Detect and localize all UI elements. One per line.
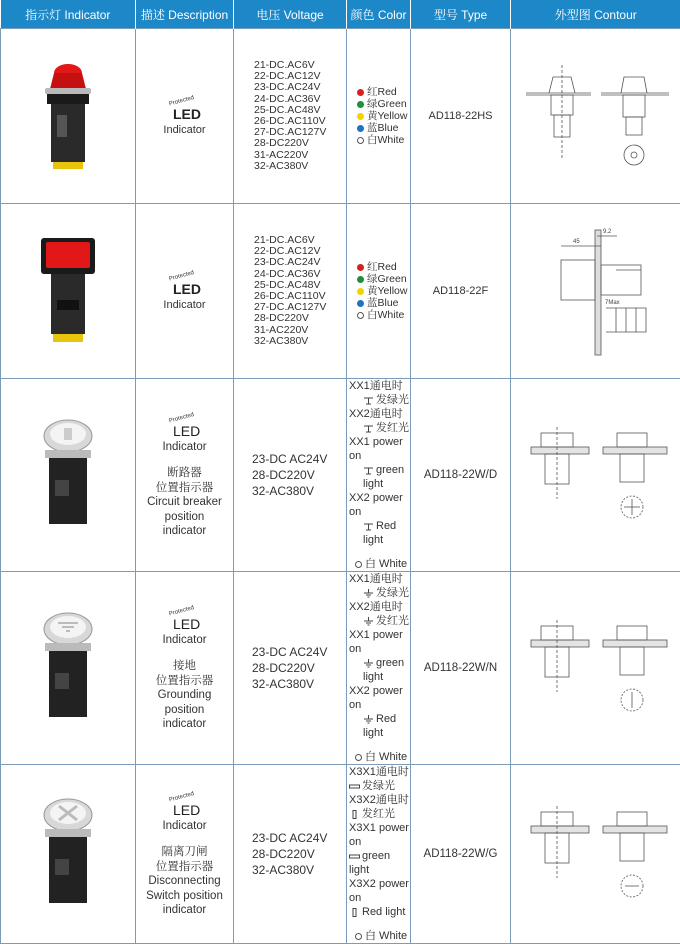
header-row bbox=[1, 0, 680, 29]
function-text: 发红光 bbox=[349, 614, 410, 628]
type-cell: AD118-22W/G bbox=[411, 765, 511, 944]
header-description: 描述 Description bbox=[136, 0, 234, 29]
description-cell bbox=[136, 765, 234, 944]
dim-label: 45 bbox=[573, 239, 580, 245]
table-row bbox=[1, 379, 680, 572]
voltage-item: 23-DC.AC24V bbox=[254, 257, 346, 268]
voltage-item: 28-DC220V bbox=[252, 467, 346, 483]
function-text: Red light bbox=[349, 905, 410, 919]
voltage-item: 31-AC220V bbox=[254, 150, 346, 161]
svg-text:LED: LED bbox=[173, 106, 201, 121]
svg-text:Protected: Protected bbox=[168, 412, 194, 424]
voltage-item: 22-DC.AC12V bbox=[254, 246, 346, 257]
description-cell bbox=[136, 379, 234, 572]
voltage-cell bbox=[234, 29, 347, 204]
voltage-item: 21-DC.AC6V bbox=[254, 60, 346, 71]
ground-symbol-icon bbox=[363, 715, 374, 724]
voltage-item: 32-AC380V bbox=[254, 161, 346, 172]
breaker-symbol-icon bbox=[363, 424, 374, 433]
indicator-image-cell bbox=[1, 379, 136, 572]
voltage-item: 32-AC380V bbox=[254, 336, 346, 347]
description-cell bbox=[136, 572, 234, 765]
header-indicator: 指示灯 Indicator bbox=[1, 0, 136, 29]
header-contour: 外型图 Contour bbox=[511, 0, 680, 29]
description-text: Circuit breaker bbox=[136, 495, 233, 510]
blue-dot-icon bbox=[357, 125, 364, 132]
indicator-image-cell bbox=[1, 29, 136, 204]
table-row bbox=[1, 29, 680, 204]
color-cell bbox=[347, 204, 411, 379]
contour-cell bbox=[511, 379, 680, 572]
dim-label: 9.2 bbox=[603, 229, 612, 235]
function-text: XX1通电时 bbox=[349, 379, 410, 393]
description-text: 接地 bbox=[136, 659, 233, 674]
contour-cell bbox=[511, 29, 680, 204]
voltage-item: 28-DC220V bbox=[252, 846, 346, 862]
description-cell bbox=[136, 29, 234, 204]
yellow-dot-icon bbox=[357, 113, 364, 120]
white-option: 白 White bbox=[349, 929, 410, 943]
header-color: 颜色 Color bbox=[347, 0, 411, 29]
contour-cell bbox=[511, 572, 680, 765]
voltage-item: 23-DC AC24V bbox=[252, 451, 346, 467]
color-item: 红Red bbox=[357, 86, 410, 98]
description-text: Indicator bbox=[136, 633, 233, 648]
function-text: green light bbox=[349, 463, 410, 491]
description-text: Disconnecting bbox=[136, 874, 233, 889]
protected-led-logo bbox=[165, 412, 205, 438]
svg-text:Protected: Protected bbox=[168, 791, 194, 803]
breaker-symbol-icon bbox=[363, 522, 374, 531]
white-dot-icon bbox=[355, 933, 362, 940]
description-cell bbox=[136, 204, 234, 379]
description-text: indicator bbox=[136, 903, 233, 918]
ground-symbol-icon bbox=[363, 617, 374, 626]
function-text: 发绿光 bbox=[349, 393, 410, 407]
red-dome-indicator-image bbox=[33, 55, 103, 175]
contour-cell bbox=[511, 765, 680, 944]
type-cell: AD118-22W/N bbox=[411, 572, 511, 765]
function-text: X3X2 power on bbox=[349, 877, 410, 905]
svg-text:LED: LED bbox=[173, 616, 200, 631]
contour-drawing-icon bbox=[521, 55, 671, 175]
contour-drawing-icon bbox=[521, 419, 671, 529]
function-text: green light bbox=[349, 849, 410, 877]
description-text: Indicator bbox=[136, 819, 233, 834]
vertical-switch-icon bbox=[349, 908, 360, 917]
voltage-cell bbox=[234, 765, 347, 944]
contour-cell bbox=[511, 204, 680, 379]
function-cell bbox=[347, 765, 411, 944]
voltage-item: 25-DC.AC48V bbox=[254, 280, 346, 291]
breaker-symbol-icon bbox=[363, 396, 374, 405]
voltage-cell bbox=[234, 204, 347, 379]
protected-led-logo bbox=[165, 605, 205, 631]
function-text: X3X1通电时 bbox=[349, 765, 410, 779]
voltage-cell bbox=[234, 572, 347, 765]
white-disconnect-indicator-image bbox=[33, 793, 103, 913]
voltage-item: 24-DC.AC36V bbox=[254, 269, 346, 280]
function-text: XX1 power on bbox=[349, 435, 410, 463]
voltage-item: 28-DC220V bbox=[254, 313, 346, 324]
red-dot-icon bbox=[357, 89, 364, 96]
voltage-item: 21-DC.AC6V bbox=[254, 235, 346, 246]
header-type: 型号 Type bbox=[411, 0, 511, 29]
type-cell: AD118-22W/D bbox=[411, 379, 511, 572]
function-cell bbox=[347, 572, 411, 765]
svg-text:Protected: Protected bbox=[168, 95, 194, 107]
voltage-item: 32-AC380V bbox=[252, 862, 346, 878]
voltage-item: 23-DC.AC24V bbox=[254, 82, 346, 93]
svg-text:LED: LED bbox=[173, 802, 200, 817]
ground-symbol-icon bbox=[363, 589, 374, 598]
protected-led-logo bbox=[165, 95, 205, 121]
description-text: indicator bbox=[136, 717, 233, 732]
function-text: 发绿光 bbox=[349, 586, 410, 600]
voltage-cell bbox=[234, 379, 347, 572]
voltage-item: 28-DC220V bbox=[252, 660, 346, 676]
white-dot-icon bbox=[357, 312, 364, 319]
contour-drawing-icon bbox=[521, 612, 671, 722]
horizontal-switch-icon bbox=[349, 852, 360, 861]
type-cell: AD118-22HS bbox=[411, 29, 511, 204]
color-item: 黄Yellow bbox=[357, 285, 410, 297]
white-dot-icon bbox=[357, 137, 364, 144]
color-item: 白White bbox=[357, 134, 410, 146]
function-text: XX2通电时 bbox=[349, 407, 410, 421]
svg-text:Protected: Protected bbox=[168, 605, 194, 617]
breaker-symbol-icon bbox=[363, 466, 374, 475]
horizontal-switch-icon bbox=[349, 782, 360, 791]
description-text: Switch position bbox=[136, 889, 233, 904]
type-cell: AD118-22F bbox=[411, 204, 511, 379]
white-dot-icon bbox=[355, 754, 362, 761]
function-text: green light bbox=[349, 656, 410, 684]
ground-symbol-icon bbox=[363, 659, 374, 668]
function-text: 发红光 bbox=[349, 421, 410, 435]
svg-text:LED: LED bbox=[173, 423, 200, 438]
description-text: indicator bbox=[136, 524, 233, 539]
voltage-item: 28-DC220V bbox=[254, 138, 346, 149]
color-item: 红Red bbox=[357, 261, 410, 273]
color-item: 黄Yellow bbox=[357, 110, 410, 122]
function-text: XX1 power on bbox=[349, 628, 410, 656]
function-cell bbox=[347, 379, 411, 572]
white-grounding-indicator-image bbox=[33, 607, 103, 727]
table-row bbox=[1, 204, 680, 379]
contour-drawing-icon bbox=[521, 220, 671, 360]
white-breaker-indicator-image bbox=[33, 414, 103, 534]
color-item: 绿Green bbox=[357, 273, 410, 285]
description-text: 断路器 bbox=[136, 466, 233, 481]
voltage-item: 32-AC380V bbox=[252, 483, 346, 499]
indicator-image-cell bbox=[1, 204, 136, 379]
function-text: 发绿光 bbox=[349, 779, 410, 793]
function-text: X3X1 power on bbox=[349, 821, 410, 849]
color-item: 蓝Blue bbox=[357, 297, 410, 309]
function-text: XX2 power on bbox=[349, 491, 410, 519]
color-item: 绿Green bbox=[357, 98, 410, 110]
indicator-image-cell bbox=[1, 765, 136, 944]
description-text: 位置指示器 bbox=[136, 860, 233, 875]
voltage-item: 27-DC.AC127V bbox=[254, 127, 346, 138]
description-text: Indicator bbox=[136, 298, 233, 312]
svg-text:Protected: Protected bbox=[168, 270, 194, 282]
voltage-item: 24-DC.AC36V bbox=[254, 94, 346, 105]
indicator-image-cell bbox=[1, 572, 136, 765]
voltage-item: 27-DC.AC127V bbox=[254, 302, 346, 313]
white-option: 白 White bbox=[349, 750, 410, 764]
yellow-dot-icon bbox=[357, 288, 364, 295]
white-option: 白 White bbox=[349, 557, 410, 571]
voltage-item: 26-DC.AC110V bbox=[254, 116, 346, 127]
voltage-item: 25-DC.AC48V bbox=[254, 105, 346, 116]
dim-label: 7Max bbox=[605, 300, 620, 306]
function-text: Red light bbox=[349, 519, 410, 547]
table-row bbox=[1, 572, 680, 765]
color-item: 白White bbox=[357, 309, 410, 321]
description-text: position bbox=[136, 703, 233, 718]
voltage-item: 23-DC AC24V bbox=[252, 644, 346, 660]
green-dot-icon bbox=[357, 101, 364, 108]
protected-led-logo bbox=[165, 270, 205, 296]
voltage-item: 32-AC380V bbox=[252, 676, 346, 692]
white-dot-icon bbox=[355, 561, 362, 568]
function-text: X3X2通电时 bbox=[349, 793, 410, 807]
voltage-item: 26-DC.AC110V bbox=[254, 291, 346, 302]
vertical-switch-icon bbox=[349, 810, 360, 819]
function-text: Red light bbox=[349, 712, 410, 740]
green-dot-icon bbox=[357, 276, 364, 283]
description-text: 隔离刀闸 bbox=[136, 845, 233, 860]
description-text: Indicator bbox=[136, 440, 233, 455]
description-text: Grounding bbox=[136, 688, 233, 703]
contour-drawing-icon bbox=[521, 798, 671, 908]
color-item: 蓝Blue bbox=[357, 122, 410, 134]
function-text: XX1通电时 bbox=[349, 572, 410, 586]
function-text: XX2 power on bbox=[349, 684, 410, 712]
description-text: Indicator bbox=[136, 123, 233, 137]
description-text: 位置指示器 bbox=[136, 481, 233, 496]
voltage-item: 22-DC.AC12V bbox=[254, 71, 346, 82]
red-square-indicator-image bbox=[33, 230, 103, 350]
color-cell bbox=[347, 29, 411, 204]
function-text: 发红光 bbox=[349, 807, 410, 821]
red-dot-icon bbox=[357, 264, 364, 271]
function-text: XX2通电时 bbox=[349, 600, 410, 614]
voltage-item: 31-AC220V bbox=[254, 325, 346, 336]
blue-dot-icon bbox=[357, 300, 364, 307]
svg-text:LED: LED bbox=[173, 281, 201, 296]
description-text: position bbox=[136, 510, 233, 525]
header-voltage: 电压 Voltage bbox=[234, 0, 347, 29]
description-text: 位置指示器 bbox=[136, 674, 233, 689]
table-row bbox=[1, 765, 680, 944]
voltage-item: 23-DC AC24V bbox=[252, 830, 346, 846]
protected-led-logo bbox=[165, 791, 205, 817]
